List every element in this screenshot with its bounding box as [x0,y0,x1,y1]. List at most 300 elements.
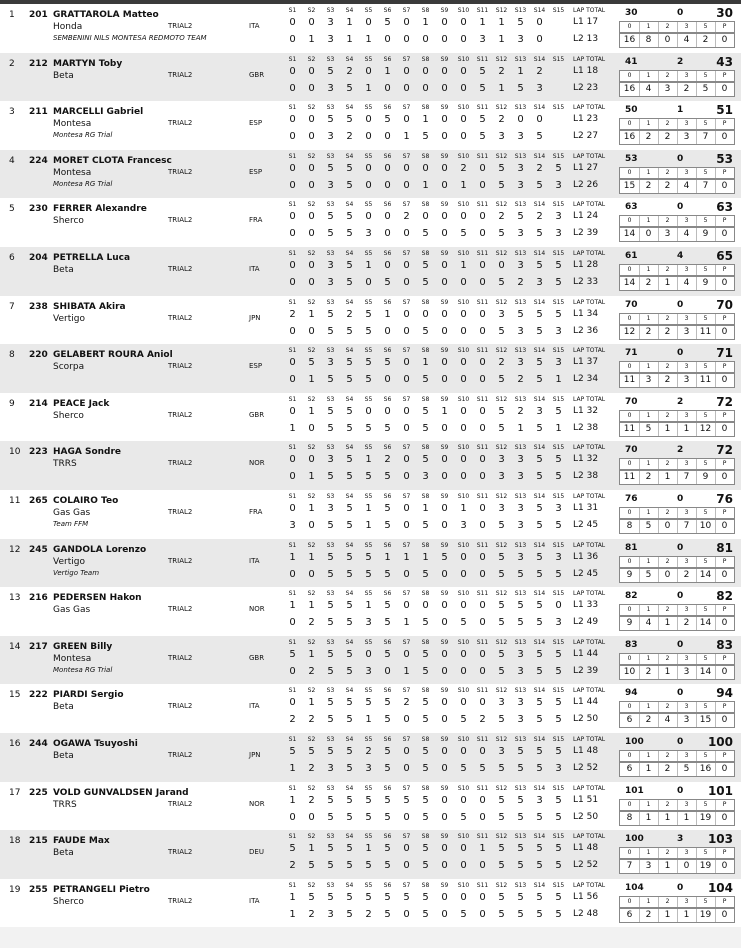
section-score: 0 [441,259,448,271]
section-score: 1 [384,308,391,320]
rider-row [0,539,741,588]
section-label: S14 [533,298,546,306]
section-score: 5 [422,405,429,417]
section-score: 5 [327,422,334,434]
section-label: S5 [364,590,373,598]
rider-name: PEACE Jack [53,398,110,409]
rider-number: 211 [29,107,48,118]
section-label: S8 [421,7,430,14]
section-label: S2 [307,7,316,14]
section-score: 5 [346,600,353,612]
section-score: 0 [308,17,315,28]
lap-total-header: LAP TOTAL [573,590,606,598]
count-label: 3 [677,508,697,518]
points-value: 61 [625,250,638,261]
section-label: S8 [421,492,430,500]
count-value: 2 [639,909,659,922]
points-value: 76 [625,493,638,504]
section-score: 0 [460,308,467,320]
section-score: 5 [422,891,429,903]
count-label: 2 [658,411,678,421]
motorcycle-brand: Sherco [53,896,84,907]
section-score: 5 [536,648,543,660]
section-score: 1 [422,357,429,369]
section-label: S3 [326,638,335,646]
section-score: 0 [308,259,315,271]
section-score: 5 [308,891,315,903]
section-label: S9 [440,201,449,209]
rider-number: 225 [29,787,48,798]
section-score: 1 [479,17,486,28]
section-label: S15 [552,298,565,306]
team-name: SEMBENINI NILS MONTESA REDMOTO TEAM [53,34,207,42]
count-value: 6 [620,909,640,922]
totals-box [617,493,735,535]
count-header [619,750,735,762]
section-label: S8 [421,881,430,889]
count-label: 5 [696,411,716,421]
section-label: S4 [345,735,354,743]
count-label: P [722,800,727,808]
section-score: 3 [536,82,543,94]
count-label: P [722,751,727,759]
section-score: 5 [365,374,372,386]
section-score: 5 [346,422,353,434]
section-label: S1 [288,201,297,209]
section-score: 3 [365,762,372,774]
section-score: 0 [384,405,391,417]
count-label: 0 [620,848,640,858]
section-score: 5 [346,551,353,563]
section-label: S15 [552,833,565,841]
section-score: 0 [403,454,410,466]
section-score: 5 [536,422,543,434]
count-value: 2 [658,131,678,144]
section-score: 5 [422,131,429,143]
count-value: 2 [658,326,678,339]
totals-box [617,444,735,486]
section-score: 0 [384,162,391,174]
section-score: 0 [479,811,486,823]
total-score: 72 [716,394,733,409]
section-score: 0 [460,357,467,369]
section-score: 0 [308,114,315,126]
position: 19 [9,884,21,895]
section-score: 5 [536,811,543,823]
section-label: S10 [457,55,470,63]
section-score: 3 [479,34,486,45]
count-value: 16 [620,34,640,47]
section-label: S3 [326,201,335,209]
rider-name: COLAIRO Teo [53,495,119,506]
section-score: 3 [517,131,524,143]
section-score: 1 [422,551,429,563]
section-score: 5 [498,908,505,920]
penalty-value: 0 [677,542,684,553]
section-score: 1 [498,17,505,28]
section-score: 5 [422,794,429,806]
section-score: 0 [384,131,391,143]
section-score: 2 [289,714,296,726]
section-score: 5 [498,600,505,612]
penalty-value: 0 [677,736,684,747]
motorcycle-brand: Gas Gas [53,605,91,616]
rider-number: 214 [29,398,48,409]
section-score: 5 [479,114,486,126]
motorcycle-brand: Sherco [53,410,84,421]
section-score: 1 [308,34,315,45]
rider-number: 215 [29,836,48,847]
section-score: 5 [327,860,334,872]
section-score: 5 [536,259,543,271]
count-label: 2 [658,168,678,178]
lap1-total: L1 24 [573,211,599,222]
rider-name: MARCELLI Gabriel [53,107,144,118]
section-label: S3 [326,55,335,63]
section-label: S15 [552,395,565,403]
penalty-value: 2 [677,396,684,407]
count-value: 16 [620,83,640,96]
section-score: 3 [517,357,524,369]
total-score: 82 [716,589,733,604]
penalty-value: 0 [677,639,684,650]
count-label: P [722,703,727,711]
section-label: S11 [476,395,489,403]
section-label: S13 [514,735,527,743]
section-score: 0 [308,568,315,580]
section-label: S5 [364,104,373,112]
section-label: S11 [476,249,489,257]
section-score: 3 [327,762,334,774]
section-score: 2 [403,211,410,223]
section-score: 1 [384,65,391,77]
section-label: S10 [457,590,470,598]
count-label: 0 [620,71,640,81]
section-score: 3 [517,454,524,466]
class-label: TRIAL2 [168,22,193,30]
count-label: 2 [658,848,678,858]
section-score: 3 [365,228,372,240]
count-value: 4 [677,34,697,47]
section-label: S2 [307,687,316,695]
section-label: S15 [552,7,565,14]
section-label: S3 [326,687,335,695]
section-label: S8 [421,833,430,841]
section-score: 5 [517,568,524,580]
section-score: 5 [365,891,372,903]
section-label: S15 [552,687,565,695]
section-label: S9 [440,444,449,452]
section-score: 5 [536,325,543,337]
count-label: 2 [658,654,678,664]
penalty-value: 2 [677,445,684,456]
section-score: 3 [555,502,562,514]
section-score: 5 [422,276,429,288]
count-value: 5 [639,423,659,436]
section-score: 0 [460,860,467,872]
section-label: S6 [383,735,392,743]
section-label: S7 [402,735,411,743]
position: 17 [9,787,21,798]
motorcycle-brand: Montesa [53,119,92,130]
section-score: 5 [536,617,543,629]
section-score: 0 [403,179,410,191]
section-score: 5 [555,519,562,531]
section-score: 3 [536,276,543,288]
section-score: 0 [555,600,562,612]
section-score: 5 [384,600,391,612]
total-score: 70 [716,297,733,312]
section-score: 5 [422,374,429,386]
section-score: 0 [289,405,296,417]
section-score: 0 [365,211,372,223]
section-score: 2 [346,131,353,143]
section-label: S2 [307,638,316,646]
motorcycle-brand: Scorpa [53,362,85,373]
count-label: 5 [696,71,716,81]
section-score: 5 [384,568,391,580]
section-score: 0 [289,357,296,369]
nationality: ITA [249,702,260,711]
section-score: 0 [422,65,429,77]
section-label: S7 [402,7,411,14]
penalty-value: 0 [677,202,684,213]
count-values [619,616,735,631]
section-label: S13 [514,395,527,403]
section-score: 0 [289,211,296,223]
totals-box [617,542,735,584]
section-score: 5 [555,162,562,174]
section-label: S3 [326,249,335,257]
count-values [619,908,735,923]
rider-name: HAGA Sondre [53,447,122,458]
section-score: 3 [517,519,524,531]
section-score: 0 [308,162,315,174]
section-label: S14 [533,55,546,63]
section-score: 5 [289,745,296,757]
count-label: 0 [620,265,640,275]
section-score: 5 [346,908,353,920]
section-label: S9 [440,347,449,355]
section-score: 5 [517,908,524,920]
section-score: 5 [422,228,429,240]
lap-total-header: LAP TOTAL [573,298,606,306]
section-label: S5 [364,881,373,889]
team-name: Vertigo Team [53,568,100,577]
totals-box [617,7,735,49]
section-score: 2 [517,276,524,288]
section-score: 3 [365,617,372,629]
section-score: 1 [384,551,391,563]
count-value: 7 [696,131,716,144]
count-label: P [722,460,727,468]
section-score: 5 [422,454,429,466]
section-label: S14 [533,201,546,209]
section-score: 0 [384,211,391,223]
section-score: 0 [479,519,486,531]
section-score: 3 [365,665,372,677]
section-label: S15 [552,104,565,112]
lap2-total: L2 45 [573,519,599,530]
count-values [619,33,735,48]
section-score: 0 [441,325,448,337]
section-label: S1 [288,104,297,112]
section-score: 5 [346,374,353,386]
nationality: NOR [249,459,265,468]
section-score: 5 [517,211,524,223]
section-score: 3 [327,179,334,191]
section-label: S15 [552,735,565,743]
count-label: 1 [639,22,659,32]
section-score: 0 [460,65,467,77]
section-score: 1 [308,405,315,417]
count-label: 0 [620,22,640,32]
motorcycle-brand: TRRS [53,459,77,470]
section-score: 1 [517,422,524,434]
count-label: 2 [658,557,678,567]
position: 1 [9,10,15,20]
lap2-total: L2 45 [573,568,599,579]
count-value: 14 [696,617,716,630]
count-label: P [722,508,727,516]
section-score: 0 [289,162,296,174]
nationality: JPN [249,313,261,322]
section-score: 1 [498,82,505,94]
penalty-value: 0 [677,882,684,893]
section-score: 0 [460,745,467,757]
section-label: S1 [288,55,297,63]
section-label: S12 [495,638,508,646]
count-label: 2 [658,702,678,712]
section-score: 1 [308,308,315,320]
section-score: 5 [536,908,543,920]
section-score: 5 [422,519,429,531]
nationality: GBR [249,70,265,79]
count-header [619,507,735,519]
section-score: 5 [346,794,353,806]
count-values [619,470,735,485]
lap-total-header: LAP TOTAL [573,55,606,63]
section-score: 5 [384,794,391,806]
rider-name: MARTYN Toby [53,58,123,69]
count-header [619,653,735,665]
section-score: 0 [441,228,448,240]
points-value: 104 [625,882,644,893]
section-score: 5 [384,114,391,126]
count-label: 1 [639,459,659,469]
section-score: 5 [327,891,334,903]
class-label: TRIAL2 [168,848,193,857]
count-label: P [722,654,727,662]
section-score: 3 [327,259,334,271]
section-score: 1 [403,617,410,629]
count-label: 3 [677,751,697,761]
section-score: 0 [460,454,467,466]
count-value: 0 [721,35,728,45]
section-score: 5 [384,422,391,434]
section-score: 5 [346,211,353,223]
section-score: 5 [498,519,505,531]
section-score: 0 [308,179,315,191]
nationality: ITA [249,556,260,565]
section-score: 3 [536,794,543,806]
section-score: 3 [289,519,296,531]
section-label: S15 [552,541,565,549]
section-score: 0 [384,325,391,337]
section-score: 0 [403,860,410,872]
position: 3 [9,107,15,118]
section-score: 0 [289,325,296,337]
section-label: S13 [514,590,527,598]
section-score: 1 [365,843,372,855]
section-score: 2 [308,714,315,726]
section-score: 0 [460,648,467,660]
motorcycle-brand: Beta [53,702,74,713]
section-score: 0 [403,908,410,920]
points-value: 63 [625,202,638,213]
section-score: 0 [460,325,467,337]
rider-row [0,53,741,102]
section-label: S3 [326,444,335,452]
section-score: 2 [403,697,410,709]
section-label: S11 [476,104,489,112]
count-label: 2 [658,362,678,372]
section-score: 1 [403,131,410,143]
section-score: 0 [403,259,410,271]
points-value: 50 [625,105,638,116]
section-label: S7 [402,784,411,792]
count-value: 0 [658,34,678,47]
section-label: S8 [421,249,430,257]
section-score: 5 [498,811,505,823]
section-label: S1 [288,249,297,257]
nationality: FRA [249,216,263,225]
section-score: 0 [479,568,486,580]
section-label: S13 [514,7,527,14]
count-value: 7 [677,520,697,533]
section-label: S2 [307,395,316,403]
penalty-value: 3 [677,834,684,845]
lap2-total: L2 38 [573,471,599,482]
section-score: 3 [517,259,524,271]
section-label: S11 [476,881,489,889]
section-score: 0 [289,665,296,677]
section-label: S10 [457,347,470,355]
section-score: 5 [498,891,505,903]
section-score: 3 [422,471,429,483]
section-score: 0 [441,908,448,920]
count-header [619,896,735,908]
section-label: S3 [326,784,335,792]
lap1-total: L1 23 [573,114,599,125]
count-value: 0 [721,423,728,434]
section-score: 0 [441,860,448,872]
section-label: S15 [552,152,565,160]
section-label: S2 [307,735,316,743]
count-label: 3 [677,800,697,810]
section-label: S5 [364,347,373,355]
lap2-total: L2 23 [573,82,599,93]
points-value: 41 [625,56,638,67]
position: 16 [9,738,21,749]
section-label: S4 [345,298,354,306]
count-value: 1 [677,909,697,922]
count-value: 8 [639,34,659,47]
section-score: 5 [384,502,391,514]
section-label: S6 [383,55,392,63]
section-label: S1 [288,784,297,792]
section-score: 3 [555,211,562,223]
